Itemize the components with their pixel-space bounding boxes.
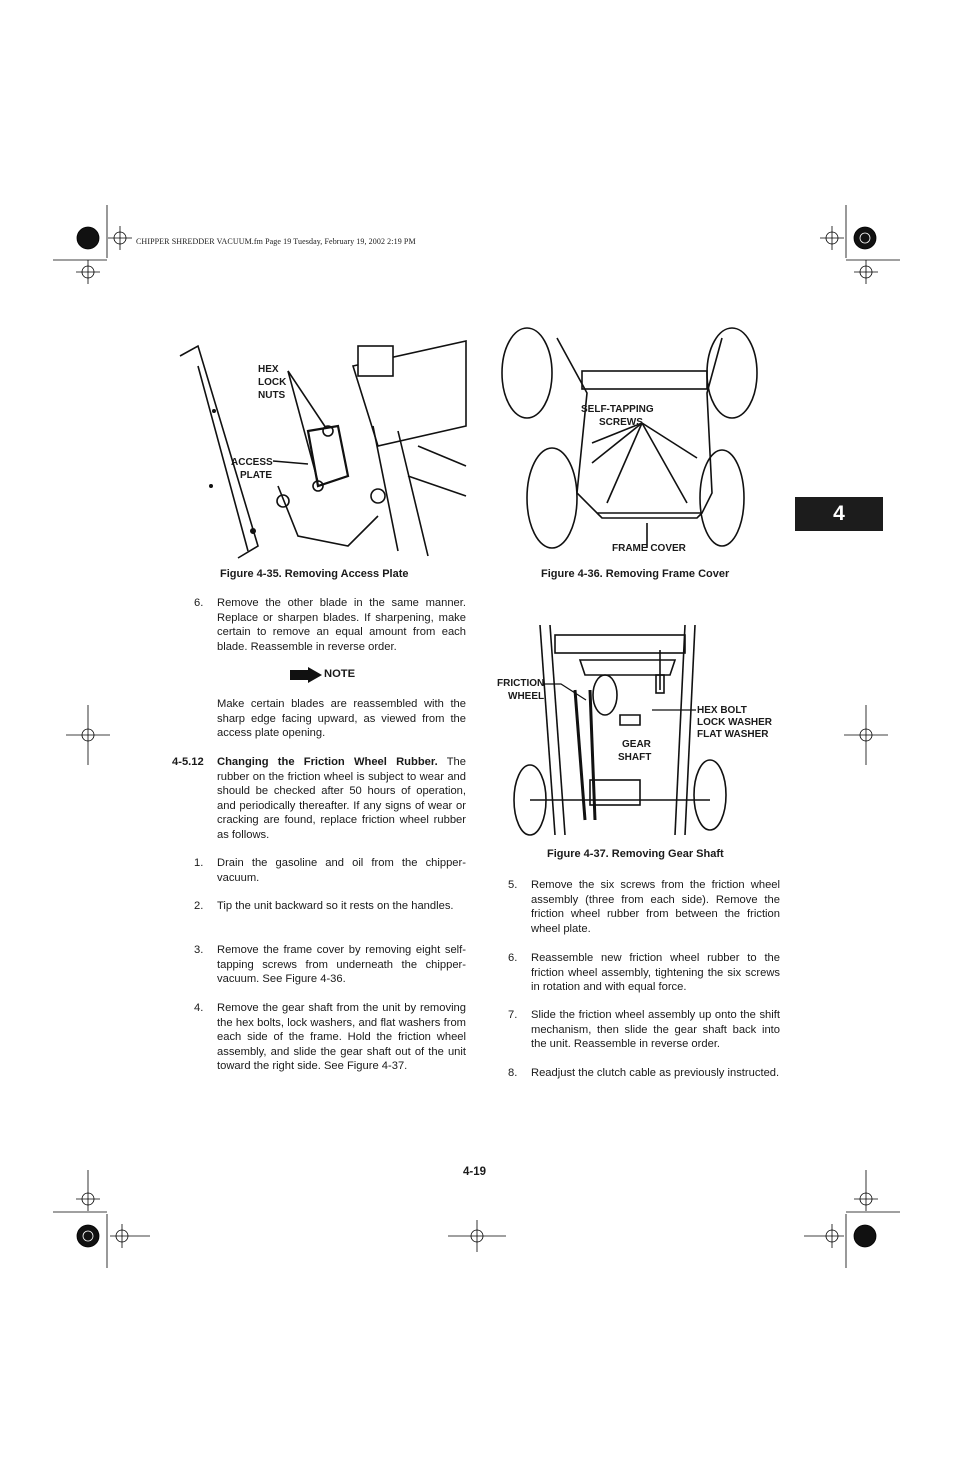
note-text: Make certain blades are reassembled with the sharp edge facing upward, as viewed from the access plate opening. — [217, 698, 466, 739]
step-2-number: 2. — [194, 900, 204, 912]
figure-4-36-caption: Figure 4-36. Removing Frame Cover — [541, 568, 730, 580]
fig37-label-flat-washer: FLAT WASHER — [697, 729, 769, 740]
fig36-label-self-tapping: SELF-TAPPING — [581, 404, 654, 415]
fig37-label-hex-bolt: HEX BOLT — [697, 705, 747, 716]
figure-4-35-caption: Figure 4-35. Removing Access Plate — [220, 568, 409, 580]
fig37-leader-hex-bolt — [650, 705, 700, 715]
step-3-number: 3. — [194, 944, 204, 956]
step-1-text: Drain the gasoline and oil from the chipper-vacuum. — [217, 857, 466, 884]
section-paragraph — [217, 755, 466, 842]
fig36-label-frame-cover: FRAME COVER — [612, 543, 686, 554]
section-title: Changing the Friction Wheel Rubber. — [217, 756, 438, 768]
fig37-label-wheel: WHEEL — [508, 691, 545, 702]
fig35-label-plate: PLATE — [240, 470, 273, 481]
step-6-text: Remove the other blade in the same manner. Replace or sharpen blades. If sharpening, make certain to remove an equal amount from each blade. Reassemble in reverse order. — [217, 597, 466, 653]
step-7-number: 7. — [508, 1009, 518, 1021]
step-1-number: 1. — [194, 857, 204, 869]
page-number: 4-19 — [463, 1166, 487, 1178]
figure-4-35-illustration — [178, 336, 468, 561]
step-8-text: Readjust the clutch cable as previously instructed. — [531, 1067, 780, 1079]
fig36-label-screws: SCREWS — [599, 417, 643, 428]
step-5-text: Remove the six screws from the friction wheel assembly (three from each side). Remove the friction wheel rubber from between the friction wheel plate. — [531, 879, 780, 935]
step-6b-text: Reassemble new friction wheel rubber to the friction wheel assembly, tightening the six screws in rotation and with equal force. — [531, 952, 780, 993]
step-3-text: Remove the frame cover by removing eight self-tapping screws from underneath the chipper-vacuum. See Figure 4-36. — [217, 944, 466, 985]
fig37-leader-friction — [541, 680, 601, 710]
step-5-number: 5. — [508, 879, 518, 891]
figure-4-36-illustration — [497, 333, 762, 558]
figure-4-37-caption: Figure 4-37. Removing Gear Shaft — [547, 848, 724, 860]
running-header: CHIPPER SHREDDER VACUUM.fm Page 19 Tuesday, February 19, 2002 2:19 PM — [136, 237, 416, 246]
step-6-number: 6. — [194, 597, 204, 609]
fig35-label-nuts: NUTS — [258, 390, 286, 401]
chapter-tab-label: 4 — [833, 502, 845, 525]
chapter-tab — [795, 497, 883, 531]
note-arrow-icon — [290, 667, 322, 683]
section-number: 4-5.12 — [172, 756, 204, 768]
step-2-text: Tip the unit backward so it rests on the handles. — [217, 900, 454, 912]
step-8-number: 8. — [508, 1067, 518, 1079]
step-4-number: 4. — [194, 1002, 204, 1014]
fig37-label-lock-washer: LOCK WASHER — [697, 717, 772, 728]
fig35-label-lock: LOCK — [258, 377, 287, 388]
step-6b-number: 6. — [508, 952, 518, 964]
step-4-text: Remove the gear shaft from the unit by removing the hex bolts, lock washers, and flat washers from each side of the frame. Hold the friction wheel assembly, and slide the gear shaft out of the unit toward the right side. See Figure 4-37. — [217, 1002, 466, 1072]
section-text: The rubber on the friction wheel is subject to wear and should be checked after 50 hours of operation, and periodically thereafter. If any signs of wear or cracking are found, replace friction wheel rubber as follows. — [217, 756, 466, 841]
note-label: NOTE — [324, 668, 356, 680]
step-7-text: Slide the friction wheel assembly up onto the shift mechanism, then slide the gear shaft back into the unit. Reassemble in reverse order. — [531, 1009, 780, 1050]
fig37-label-friction: FRICTION — [497, 678, 545, 689]
fig37-label-gear: GEAR — [622, 739, 651, 750]
fig35-label-hex: HEX — [258, 364, 279, 375]
fig35-label-access: ACCESS — [231, 457, 273, 468]
fig37-label-shaft: SHAFT — [618, 752, 652, 763]
